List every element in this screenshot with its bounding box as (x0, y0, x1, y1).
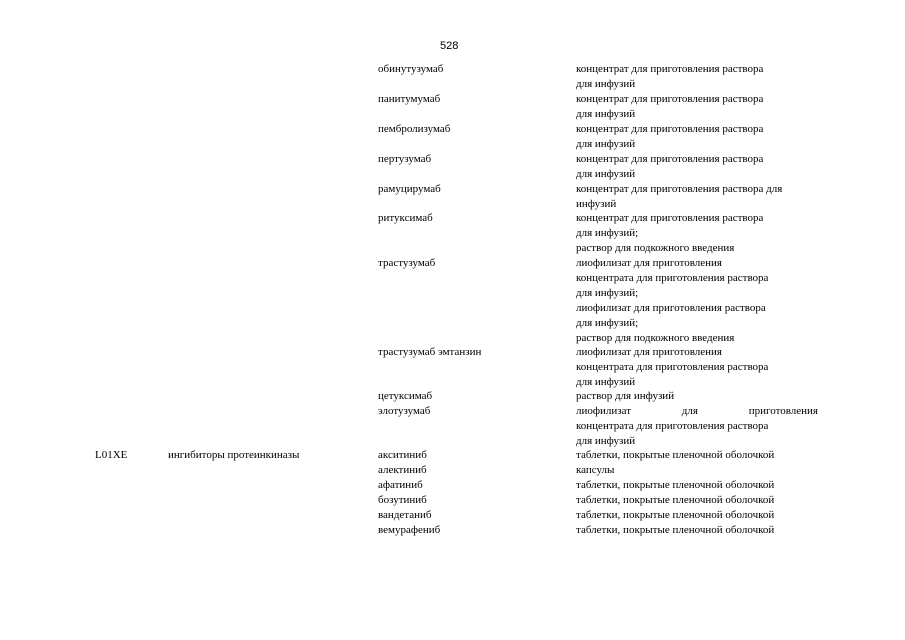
dosage-form: концентрат для приготовления раствора для инфузий (576, 123, 764, 150)
drug-name: пембролизумаб (378, 123, 451, 135)
drug-name: алектиниб (378, 464, 427, 476)
drug-name: цетуксимаб (378, 390, 433, 402)
dosage-form: концентрат для приготовления раствора для инфузий (576, 93, 764, 120)
drug-name: бозутиниб (378, 494, 427, 506)
drug-name: пертузумаб (378, 153, 432, 165)
drug-name: рамуцирумаб (378, 183, 441, 195)
atc-code: L01XE (95, 449, 128, 461)
drug-name: элотузумаб (378, 405, 431, 417)
dosage-form: таблетки, покрытые пленочной оболочкой (576, 449, 775, 461)
atc-group: ингибиторы протеинкиназы (168, 449, 300, 461)
dosage-form: таблетки, покрытые пленочной оболочкой (576, 479, 775, 491)
dosage-form: концентрат для приготовления раствора для инфузий (576, 63, 764, 90)
dosage-form: концентрат для приготовления раствора для инфузий (576, 153, 764, 180)
dosage-form: таблетки, покрытые пленочной оболочкой (576, 494, 775, 506)
drug-name: обинутузумаб (378, 63, 444, 75)
page-number: 528 (440, 40, 459, 52)
drug-name: вемурафениб (378, 524, 441, 536)
dosage-form: лиофилизат для приготовления концентрата для приготовления раствора для инфузий (576, 405, 818, 447)
drug-name: панитумумаб (378, 93, 441, 105)
dosage-form: концентрат для приготовления раствора для инфузий; раствор для подкожного введения (576, 212, 764, 254)
dosage-form: капсулы (576, 464, 615, 476)
drug-name: ритуксимаб (378, 212, 433, 224)
drug-name: акситиниб (378, 449, 427, 461)
dosage-form: концентрат для приготовления раствора для инфузий (576, 183, 783, 210)
dosage-form: раствор для инфузий (576, 390, 675, 402)
dosage-form: таблетки, покрытые пленочной оболочкой (576, 524, 775, 536)
drug-name: трастузумаб эмтанзин (378, 346, 482, 358)
dosage-form: лиофилизат для приготовления концентрата для приготовления раствора для инфузий (576, 346, 769, 388)
dosage-form: лиофилизат для приготовления концентрата для приготовления раствора для инфузий; лиофилизат для приготовления раствора для инфузий; раствор для подкожного введения (576, 257, 769, 344)
drug-name: трастузумаб (378, 257, 436, 269)
dosage-form: таблетки, покрытые пленочной оболочкой (576, 509, 775, 521)
drug-name: афатиниб (378, 479, 423, 491)
drug-name: вандетаниб (378, 509, 432, 521)
